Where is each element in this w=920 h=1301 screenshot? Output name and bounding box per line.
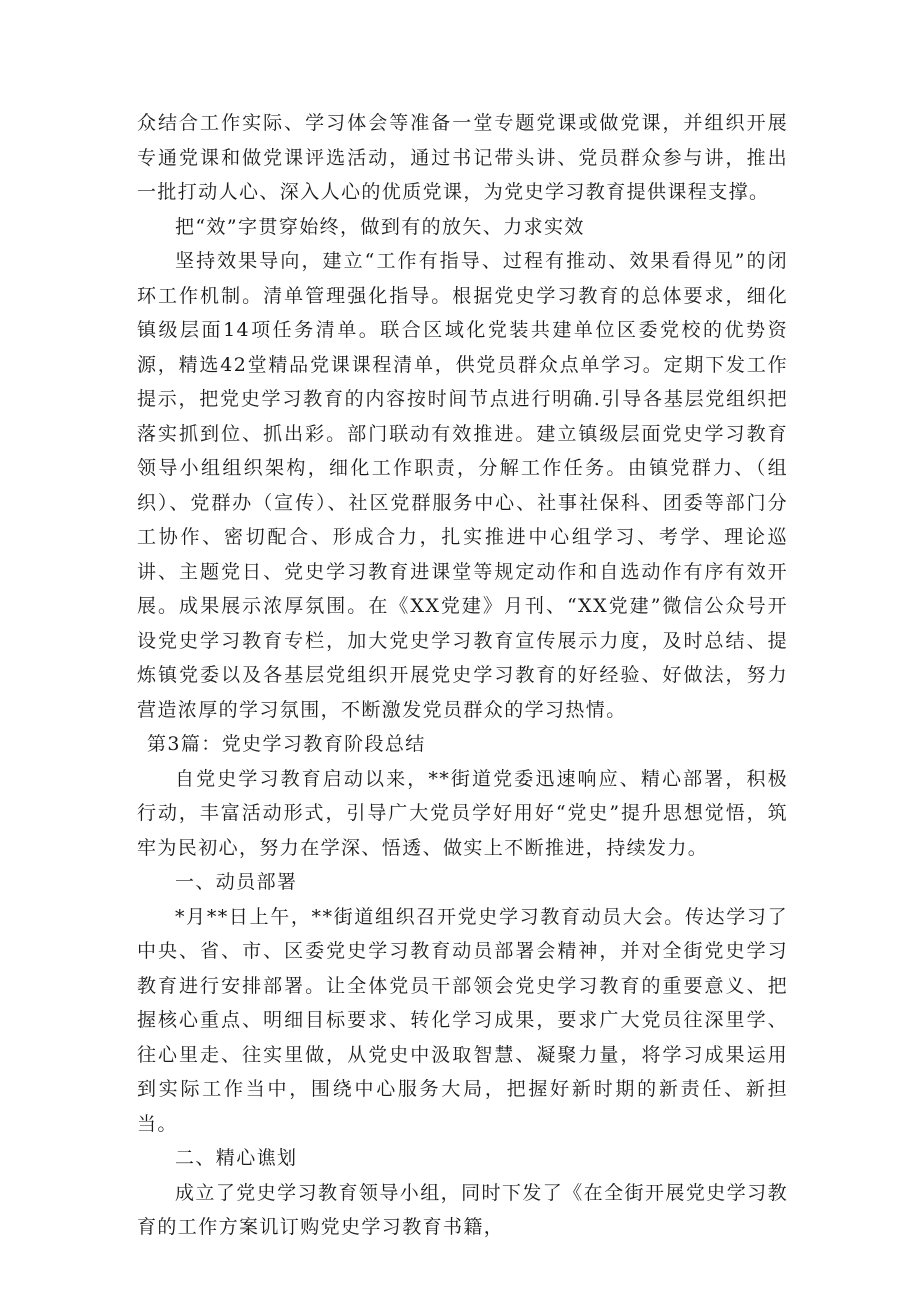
paragraph-mobilization-meeting: *月**日上午，**街道组织召开党史学习教育动员大会。传达学习了中央、省、市、区委党史学习教育动员部署会精神，并对全街党史学习教育进行安排部署。让全体党员干部领会党史学习教育的重要意义、把握核心重点、明细目标要求、转化学习成果，要求广大党员往深里学、往心里走、往实里做，从党史中汲取智慧、凝聚力量，将学习成果运用到实际工作当中，围绕中心服务大局，把握好新时期的新责任、新担当。 <box>137 905 788 1135</box>
document-body <box>137 106 788 1245</box>
paragraph-introduction: 自党史学习教育启动以来，**街道党委迅速响应、精心部署，积极行动，丰富活动形式，引导广大党员学好用好“党史”提升思想觉悟，筑牢为民初心，努力在学深、悟透、做实上不断推进，持续发力。 <box>137 767 788 859</box>
section-heading-mobilization: 一、动员部署 <box>175 871 298 893</box>
paragraph-continuation: 众结合工作实际、学习体会等准备一堂专题党课或做党课，并组织开展专通党课和做党课评选活动，通过书记带头讲、党员群众参与讲，推出一批打动人心、深入人心的优质党课，为党史学习教育提供课程支撑。 <box>137 112 788 203</box>
paragraph-planning: 成立了党史学习教育领导小组，同时下发了《在全街开展党史学习教育的工作方案讥订购党史学习教育书籍， <box>137 1181 788 1238</box>
article-heading-part-3: 第3篇：党史学习教育阶段总结 <box>147 733 426 755</box>
section-heading-planning: 二、精心谯划 <box>175 1147 298 1169</box>
section-heading-effectiveness: 把“效”字贯穿始终，做到有的放矢、力求实效 <box>175 215 585 238</box>
paragraph-effectiveness-mechanism: 坚持效果导向，建立“工作有指导、过程有推动、效果看得见”的闭环工作机制。清单管理强化指导。根据党史学习教育的总体要求，细化镇级层面14项任务清单。联合区域化党装共建单位区委党校的优势资源，精选42堂精品党课课程清单，供党员群众点单学习。定期下发工作提示，把党史学习教育的内容按时间节点进行明确.引导各基层党组织把落实抓到位、抓出彩。部门联动有效推进。建立镇级层面党史学习教育领导小组组织架构，细化工作职责，分解工作任务。由镇党群力、（组织）、党群办（宣传）、社区党群服务中心、社事社保科、团委等部门分工协作、密切配合、形成合力，扎实推进中心组学习、考学、理论巡讲、主题党日、党史学习教育进课堂等规定动作和自选动作有序有效开展。成果展示浓厚氛围。在《XX党建》月刊、“XX党建”微信公众号开设党史学习教育专栏，加大党史学习教育宣传展示力度，及时总结、提炼镇党委以及各基层党组织开展党史学习教育的好经验、好做法，努力营造浓厚的学习氛围，不断激发党员群众的学习热情。 <box>137 250 788 721</box>
